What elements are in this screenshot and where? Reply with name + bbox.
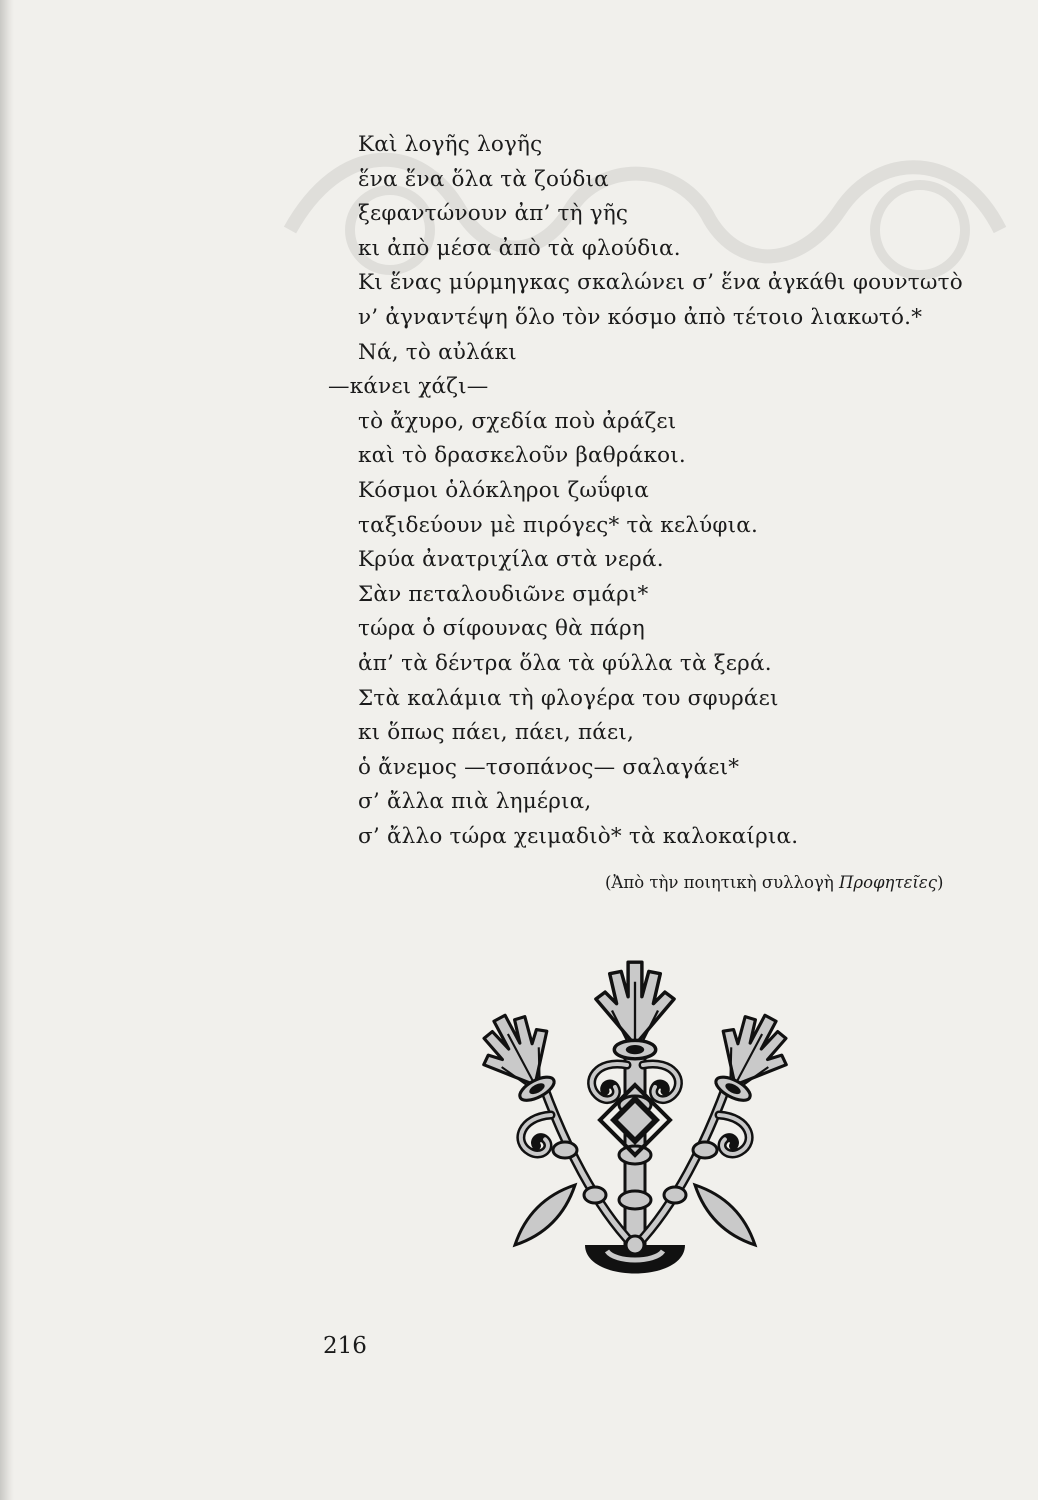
source-book-title: Προφητεῖες: [838, 873, 937, 892]
floral-ornament: [455, 945, 815, 1300]
poem-line: τὸ ἄχυρο, σχεδία ποὺ ἀράζει: [358, 408, 677, 434]
source-prefix: (Ἀπὸ τὴν ποιητικὴ συλλογὴ: [605, 873, 839, 892]
poem-line: ἀπ’ τὰ δέντρα ὅλα τὰ φύλλα τὰ ξερά.: [358, 650, 772, 676]
poem-line: —κάνει χάζι—: [328, 374, 489, 400]
poem-line: Σὰν πεταλουδιῶνε σμάρι*: [358, 581, 649, 607]
poem-line: τώρα ὁ σίφουνας θὰ πάρη: [358, 616, 645, 642]
source-suffix: ): [937, 873, 944, 892]
poem-line: κι ὅπως πάει, πάει, πάει,: [358, 720, 635, 746]
poem-line: ν’ ἀγναντέψη ὅλο τὸν κόσμο ἀπὸ τέτοιο λιακωτό.*: [358, 304, 923, 330]
page-edge: [0, 0, 14, 1500]
source-citation: [605, 873, 943, 892]
poem-line: κι ἀπὸ μέσα ἀπὸ τὰ φλούδια.: [358, 235, 681, 261]
page-number: 216: [323, 1333, 367, 1359]
poem-line: ταξιδεύουν μὲ πιρόγες* τὰ κελύφια.: [358, 512, 759, 538]
poem-line: Νά, τὸ αὐλάκι: [358, 339, 517, 365]
poem-line: Στὰ καλάμια τὴ φλογέρα του σφυράει: [358, 685, 779, 711]
poem-line: Κρύα ἀνατριχίλα στὰ νερά.: [358, 547, 664, 573]
poem-line: Κόσμοι ὁλόκληροι ζωΰφια: [358, 477, 650, 503]
poem-line: σ’ ἄλλο τώρα χειμαδιὸ* τὰ καλοκαίρια.: [358, 823, 799, 849]
poem-line: Κι ἕνας μύρμηγκας σκαλώνει σ’ ἕνα ἀγκάθι φουντωτὸ: [358, 270, 963, 296]
poem-line: ξεφαντώνουν ἀπ’ τὴ γῆς: [358, 201, 629, 227]
poem-line: καὶ τὸ δρασκελοῦν βαθράκοι.: [358, 443, 686, 469]
poem-line: ἕνα ἕνα ὅλα τὰ ζούδια: [358, 166, 609, 192]
poem-line: σ’ ἄλλα πιὰ λημέρια,: [358, 789, 592, 815]
poem-line: ὁ ἄνεμος —τσοπάνος— σαλαγάει*: [358, 754, 740, 780]
poem: [328, 128, 963, 854]
poem-line: Καὶ λογῆς λογῆς: [358, 132, 543, 157]
